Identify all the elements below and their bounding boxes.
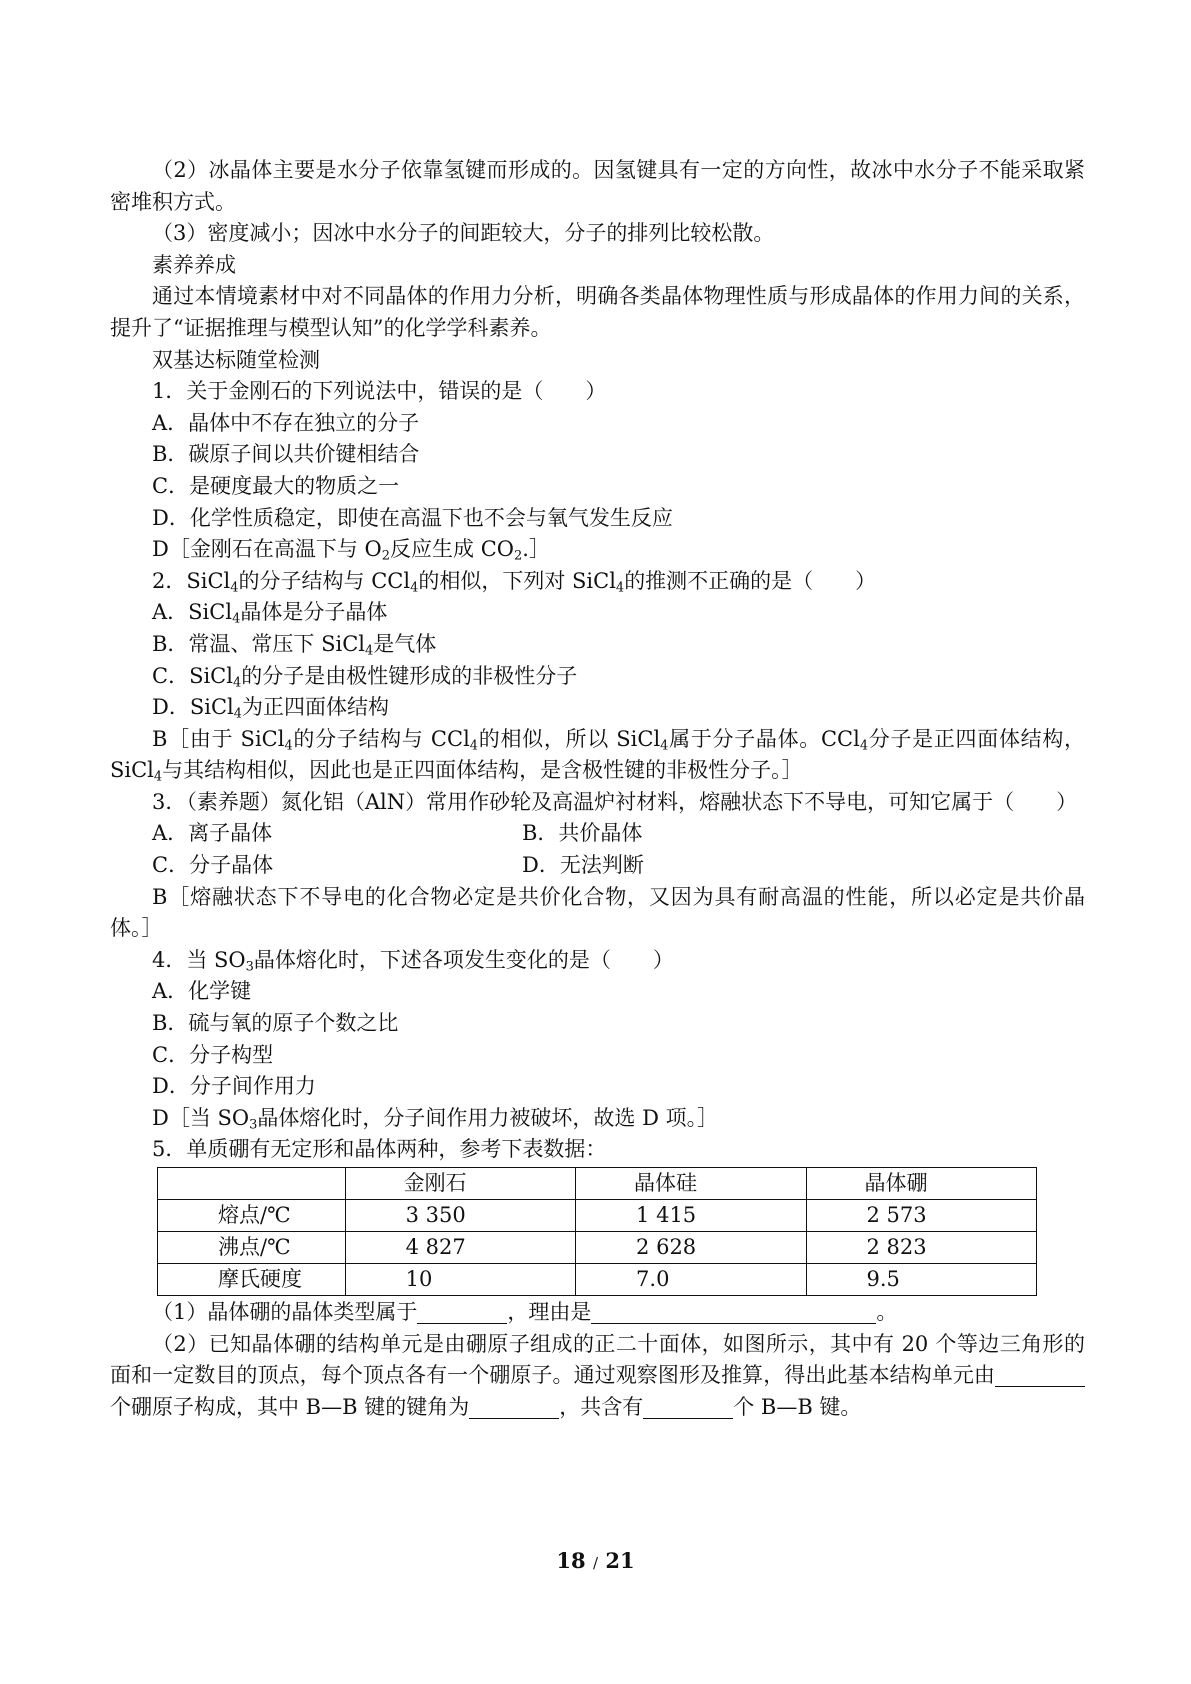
question-1-option-d: D．化学性质稳定，即使在高温下也不会与氧气发生反应	[152, 505, 673, 530]
table-cell: 3 350	[345, 1200, 575, 1232]
table-cell: 熔点/℃	[158, 1200, 346, 1232]
question-1-option-a: A．晶体中不存在独立的分子	[152, 410, 420, 435]
table-row	[158, 1200, 1037, 1232]
current-page: 18	[556, 1548, 586, 1573]
question-3-option-a: A．离子晶体	[152, 821, 273, 846]
table-cell: 10	[345, 1264, 575, 1296]
question-4-option-c: C．分子构型	[152, 1042, 274, 1067]
question-5: 5．单质硼有无定形和晶体两种，参考下表数据：	[152, 1137, 607, 1162]
question-3-option-d: D．无法判断	[522, 853, 644, 878]
question-2-option-b: B．常温、常压下 SiCl$_4$是气体	[152, 631, 437, 659]
table-header-cell: 晶体硼	[806, 1168, 1037, 1200]
page-separator: /	[592, 1554, 599, 1572]
table-cell: 2 573	[806, 1200, 1037, 1232]
answer-blank[interactable]	[995, 1364, 1085, 1387]
question-2-option-a: A．SiCl$_4$晶体是分子晶体	[152, 600, 388, 627]
question-3-option-c: C．分子晶体	[152, 853, 274, 878]
table-cell: 7.0	[576, 1264, 806, 1296]
answer-blank[interactable]	[591, 1301, 876, 1324]
table-cell: 4 827	[345, 1232, 575, 1264]
table-header-row	[158, 1168, 1037, 1200]
table-cell: 摩氏硬度	[158, 1264, 346, 1296]
total-pages: 21	[605, 1548, 635, 1573]
answer-paragraph-2: （2）冰晶体主要是水分子依靠氢键而形成的。因氢键具有一定的方向性，故冰中水分子不能采取紧密堆积方式。	[110, 158, 1085, 214]
question-4-answer: D［当 $SO_3$晶体熔化时，分子间作用力被破坏，故选 D 项。］	[152, 1105, 719, 1133]
question-4-option-a: A．化学键	[152, 979, 252, 1004]
table-cell: 2 628	[576, 1232, 806, 1264]
boron-data-table	[157, 1167, 1037, 1296]
suyang-paragraph: 通过本情境素材中对不同晶体的作用力分析，明确各类晶体物理性质与形成晶体的作用力间的关系，提升了“证据推理与模型认知”的化学学科素养。	[110, 284, 1085, 340]
table-header-cell: 晶体硅	[576, 1168, 806, 1200]
answer-paragraph-3: （3）密度减小；因冰中水分子的间距较大，分子的排列比较松散。	[152, 221, 775, 246]
answer-blank[interactable]	[643, 1396, 733, 1419]
question-1: 1．关于金刚石的下列说法中，错误的是（ ）	[152, 379, 607, 404]
question-3-answer: B［熔融状态下不导电的化合物必定是共价化合物，又因为具有耐高温的性能，所以必定是共价晶体。］	[110, 884, 1085, 941]
page-content	[110, 155, 1085, 1423]
question-2-option-d: D．SiCl$_4$为正四面体结构	[152, 695, 390, 722]
table-row	[158, 1264, 1037, 1296]
question-4: 4．当 $SO_3$晶体熔化时，下述各项发生变化的是（ ）	[152, 947, 674, 975]
table-header-cell: 金刚石	[345, 1168, 575, 1200]
question-4-option-d: D．分子间作用力	[152, 1074, 316, 1099]
section-heading-shuangji: 双基达标随堂检测	[152, 347, 320, 372]
question-3-options-row-1	[110, 818, 1085, 850]
question-1-option-c: C．是硬度最大的物质之一	[152, 473, 400, 498]
answer-blank[interactable]	[417, 1301, 507, 1324]
table-cell: 1 415	[576, 1200, 806, 1232]
section-heading-suyang: 素养养成	[152, 252, 236, 277]
answer-blank[interactable]	[469, 1396, 559, 1419]
question-2-answer: B［由于 SiCl$_4$的分子结构与 CCl$_4$的相似，所以 SiCl$_4$属于分子晶体。CCl$_4$分子是正四面体结构，SiCl$_4$与其结构相似，因此也是正四面体结构，是含极性键的非极性分子。］	[110, 726, 1086, 785]
question-4-option-b: B．硫与氧的原子个数之比	[152, 1011, 399, 1036]
question-3: 3．（素养题）氮化铝（AlN）常用作砂轮及高温炉衬材料，熔融状态下不导电，可知它属于（ ）	[152, 789, 1078, 814]
question-3-options-row-2	[110, 850, 1085, 882]
question-1-answer: D［金刚石在高温下与 $O_2$反应生成 $CO_2.]$	[152, 537, 550, 564]
question-2: 2．SiCl$_4$的分子结构与 CCl$_4$的相似，下列对 SiCl$_4$的推测不正确的是（ ）	[152, 568, 877, 596]
table-header-cell	[158, 1168, 346, 1200]
question-5-part-2: （2）已知晶体硼的结构单元是由硼原子组成的正二十面体，如图所示，其中有 20 个等边三角形的面和一定数目的顶点，每个顶点各有一个硼原子。通过观察图形及推算，得出此基本结构单元由个硼原子构成，其中 B—B 键的键角为 ，共含有 个 B—B 键。	[110, 1331, 1085, 1419]
table-row	[158, 1232, 1037, 1264]
table-cell: 9.5	[806, 1264, 1037, 1296]
question-2-option-c: C．SiCl$_4$的分子是由极性键形成的非极性分子	[152, 663, 578, 691]
question-1-option-b: B．碳原子间以共价键相结合	[152, 442, 420, 467]
table-cell: 2 823	[806, 1232, 1037, 1264]
question-3-option-b: B．共价晶体	[522, 821, 643, 846]
page-number	[0, 1548, 1191, 1573]
table-cell: 沸点/℃	[158, 1232, 346, 1264]
question-5-part-1: （1）晶体硼的晶体类型属于 ，理由是 。	[152, 1300, 898, 1324]
